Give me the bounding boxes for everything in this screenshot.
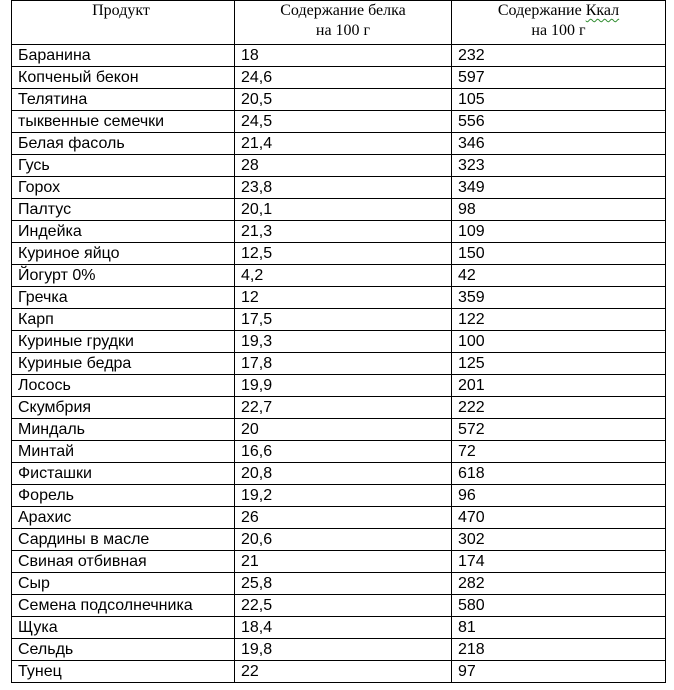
- table-row: [12, 331, 666, 353]
- cell-protein: 20: [235, 419, 452, 441]
- cell-product: Сардины в масле: [12, 529, 235, 551]
- table-row: [12, 89, 666, 111]
- table-row: [12, 441, 666, 463]
- cell-protein: 21: [235, 551, 452, 573]
- header-kcal-line1: [456, 1, 661, 21]
- cell-protein: 25,8: [235, 573, 452, 595]
- cell-kcal: 42: [452, 265, 666, 287]
- table-row: [12, 595, 666, 617]
- table-row: [12, 287, 666, 309]
- cell-protein: 17,8: [235, 353, 452, 375]
- cell-protein: 12,5: [235, 243, 452, 265]
- table-row: [12, 243, 666, 265]
- cell-protein: 18,4: [235, 617, 452, 639]
- cell-kcal: 105: [452, 89, 666, 111]
- cell-kcal: 201: [452, 375, 666, 397]
- header-kcal-line2: на 100 г: [531, 22, 586, 39]
- table-row: [12, 353, 666, 375]
- cell-kcal: 282: [452, 573, 666, 595]
- nutrition-table: [11, 0, 666, 683]
- cell-protein: 22,5: [235, 595, 452, 617]
- cell-kcal: 98: [452, 199, 666, 221]
- header-protein-line2: на 100 г: [315, 22, 371, 39]
- table-row: [12, 661, 666, 683]
- cell-kcal: 232: [452, 45, 666, 67]
- cell-protein: 21,3: [235, 221, 452, 243]
- cell-protein: 20,8: [235, 463, 452, 485]
- table-row: [12, 573, 666, 595]
- header-kcal-prefix: Содержание: [497, 2, 586, 19]
- cell-kcal: 174: [452, 551, 666, 573]
- header-kcal-word: Ккал: [585, 2, 620, 19]
- cell-kcal: 580: [452, 595, 666, 617]
- cell-protein: 20,5: [235, 89, 452, 111]
- cell-product: Палтус: [12, 199, 235, 221]
- header-protein: [235, 1, 452, 45]
- table-row: [12, 551, 666, 573]
- cell-kcal: 150: [452, 243, 666, 265]
- header-product: [12, 1, 235, 45]
- cell-product: Индейка: [12, 221, 235, 243]
- table-row: [12, 67, 666, 89]
- table-row: [12, 529, 666, 551]
- cell-kcal: 222: [452, 397, 666, 419]
- table-body: [12, 45, 666, 683]
- cell-product: Горох: [12, 177, 235, 199]
- cell-kcal: 302: [452, 529, 666, 551]
- cell-kcal: 556: [452, 111, 666, 133]
- cell-kcal: 323: [452, 155, 666, 177]
- table-row: [12, 265, 666, 287]
- cell-protein: 16,6: [235, 441, 452, 463]
- cell-product: Куриное яйцо: [12, 243, 235, 265]
- cell-product: Миндаль: [12, 419, 235, 441]
- cell-protein: 17,5: [235, 309, 452, 331]
- header-product-label: Продукт: [92, 2, 150, 19]
- cell-kcal: 96: [452, 485, 666, 507]
- table-row: [12, 419, 666, 441]
- cell-kcal: 97: [452, 661, 666, 683]
- table-row: [12, 485, 666, 507]
- cell-kcal: 72: [452, 441, 666, 463]
- table-row: [12, 639, 666, 661]
- cell-kcal: 125: [452, 353, 666, 375]
- cell-product: Телятина: [12, 89, 235, 111]
- cell-protein: 22: [235, 661, 452, 683]
- cell-kcal: 218: [452, 639, 666, 661]
- cell-product: Сельдь: [12, 639, 235, 661]
- table-row: [12, 155, 666, 177]
- cell-protein: 18: [235, 45, 452, 67]
- cell-product: Белая фасоль: [12, 133, 235, 155]
- cell-kcal: 122: [452, 309, 666, 331]
- cell-product: Йогурт 0%: [12, 265, 235, 287]
- table-row: [12, 463, 666, 485]
- cell-product: Минтай: [12, 441, 235, 463]
- cell-product: Баранина: [12, 45, 235, 67]
- cell-protein: 19,9: [235, 375, 452, 397]
- cell-product: Лосось: [12, 375, 235, 397]
- cell-product: Куриные грудки: [12, 331, 235, 353]
- cell-kcal: 359: [452, 287, 666, 309]
- table-row: [12, 309, 666, 331]
- header-protein-line1: Содержание белка: [280, 2, 406, 19]
- table-row: [12, 199, 666, 221]
- cell-product: тыквенные семечки: [12, 111, 235, 133]
- cell-product: Скумбрия: [12, 397, 235, 419]
- cell-product: Гречка: [12, 287, 235, 309]
- cell-protein: 28: [235, 155, 452, 177]
- cell-product: Карп: [12, 309, 235, 331]
- table-header: [12, 1, 666, 45]
- cell-product: Копченый бекон: [12, 67, 235, 89]
- table-row: [12, 111, 666, 133]
- cell-product: Арахис: [12, 507, 235, 529]
- cell-kcal: 346: [452, 133, 666, 155]
- table-row: [12, 397, 666, 419]
- cell-protein: 26: [235, 507, 452, 529]
- cell-kcal: 81: [452, 617, 666, 639]
- cell-protein: 21,4: [235, 133, 452, 155]
- cell-protein: 24,5: [235, 111, 452, 133]
- cell-kcal: 597: [452, 67, 666, 89]
- table-row: [12, 617, 666, 639]
- cell-protein: 20,1: [235, 199, 452, 221]
- table-row: [12, 177, 666, 199]
- cell-kcal: 618: [452, 463, 666, 485]
- cell-product: Форель: [12, 485, 235, 507]
- cell-product: Свиная отбивная: [12, 551, 235, 573]
- cell-protein: 19,2: [235, 485, 452, 507]
- header-kcal: [452, 1, 666, 45]
- cell-protein: 22,7: [235, 397, 452, 419]
- cell-product: Куриные бедра: [12, 353, 235, 375]
- cell-product: Фисташки: [12, 463, 235, 485]
- table-row: [12, 45, 666, 67]
- cell-kcal: 572: [452, 419, 666, 441]
- cell-kcal: 109: [452, 221, 666, 243]
- cell-protein: 19,3: [235, 331, 452, 353]
- cell-protein: 19,8: [235, 639, 452, 661]
- table-row: [12, 221, 666, 243]
- table-row: [12, 133, 666, 155]
- cell-kcal: 470: [452, 507, 666, 529]
- cell-protein: 20,6: [235, 529, 452, 551]
- cell-product: Тунец: [12, 661, 235, 683]
- cell-protein: 23,8: [235, 177, 452, 199]
- header-row: [12, 1, 666, 45]
- cell-protein: 4,2: [235, 265, 452, 287]
- cell-protein: 12: [235, 287, 452, 309]
- cell-protein: 24,6: [235, 67, 452, 89]
- table-row: [12, 507, 666, 529]
- cell-product: Гусь: [12, 155, 235, 177]
- cell-kcal: 349: [452, 177, 666, 199]
- cell-kcal: 100: [452, 331, 666, 353]
- cell-product: Сыр: [12, 573, 235, 595]
- cell-product: Семена подсолнечника: [12, 595, 235, 617]
- cell-product: Щука: [12, 617, 235, 639]
- table-row: [12, 375, 666, 397]
